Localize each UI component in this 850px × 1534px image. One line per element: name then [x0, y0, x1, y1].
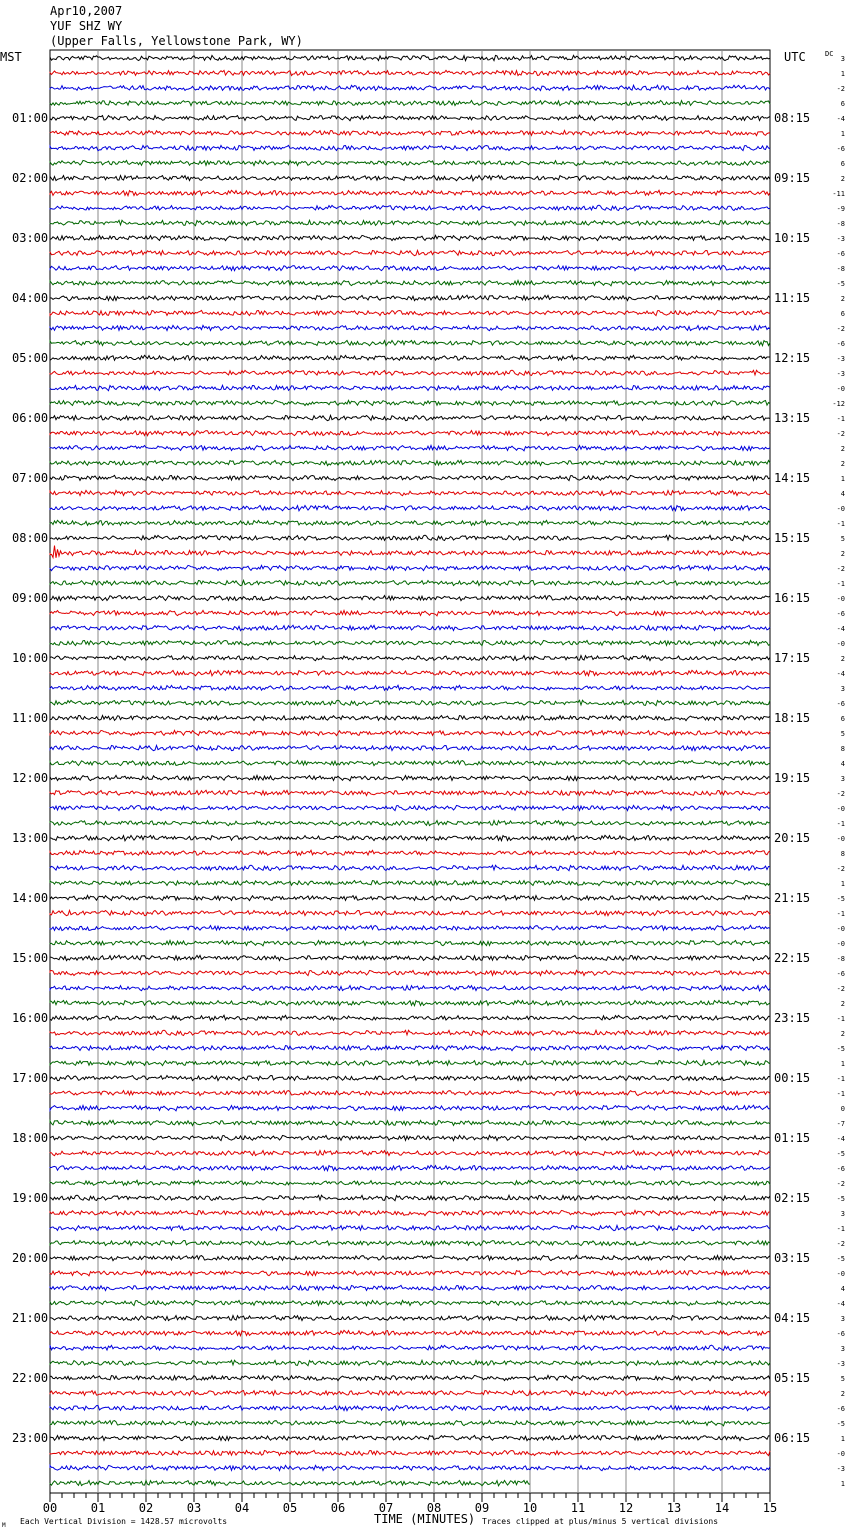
seismic-trace	[50, 625, 770, 630]
seismic-trace	[50, 1435, 770, 1440]
seismic-trace	[50, 250, 770, 255]
left-hour-label: 20:00	[12, 1251, 49, 1265]
seismic-trace	[50, 266, 770, 271]
dc-offset-label: 3	[840, 685, 845, 693]
left-hour-label: 15:00	[12, 951, 49, 965]
left-hour-label: 08:00	[12, 531, 49, 545]
dc-offset-label: 1	[840, 475, 845, 483]
seismic-trace	[50, 70, 770, 75]
dc-offset-label: -6	[836, 1330, 845, 1338]
dc-offset-label: -2	[836, 565, 845, 573]
dc-offset-label: -4	[836, 625, 845, 633]
seismic-trace	[50, 1135, 770, 1140]
seismic-trace	[50, 385, 770, 390]
seismic-trace	[50, 520, 770, 525]
dc-offset-label: 3	[840, 55, 845, 63]
dc-offset-label: 2	[840, 175, 845, 183]
seismic-trace	[50, 1045, 770, 1050]
dc-offset-label: -2	[836, 85, 845, 93]
dc-offset-label: 3	[840, 1210, 845, 1218]
seismic-trace	[50, 775, 770, 780]
dc-offset-label: -6	[836, 340, 845, 348]
dc-offset-label: -2	[836, 790, 845, 798]
dc-offset-label: -9	[836, 205, 845, 213]
dc-offset-label: -2	[836, 1240, 845, 1248]
seismic-trace	[50, 131, 770, 136]
seismic-trace	[50, 656, 770, 661]
left-hour-label: 05:00	[12, 351, 49, 365]
seismic-trace	[50, 1450, 770, 1455]
seismic-trace	[50, 1285, 770, 1290]
seismic-trace	[50, 295, 770, 300]
seismic-trace	[50, 546, 770, 558]
right-hour-label: 13:15	[774, 411, 811, 425]
right-hour-label: 02:15	[774, 1191, 811, 1205]
right-hour-label: 09:15	[774, 171, 811, 185]
right-hour-label: 10:15	[774, 231, 811, 245]
dc-offset-label: -5	[836, 895, 845, 903]
left-hour-label: 06:00	[12, 411, 49, 425]
dc-offset-label: 6	[840, 310, 845, 318]
x-axis-title: TIME (MINUTES)	[374, 1512, 476, 1526]
seismic-trace	[50, 235, 770, 240]
seismic-trace	[50, 220, 770, 225]
dc-offset-label: -8	[836, 220, 845, 228]
station-code: YUF SHZ WY	[50, 19, 123, 33]
dc-offset-label: -0	[836, 835, 845, 843]
seismic-trace	[50, 925, 770, 930]
right-hour-label: 08:15	[774, 111, 811, 125]
seismic-trace	[50, 1000, 770, 1005]
dc-offset-label: -6	[836, 145, 845, 153]
seismic-trace	[50, 1210, 770, 1215]
dc-offset-label: -1	[836, 820, 845, 828]
dc-offset-label: -0	[836, 385, 845, 393]
dc-offset-label: 3	[840, 775, 845, 783]
right-hour-label: 04:15	[774, 1311, 811, 1325]
dc-offset-label: -5	[836, 1045, 845, 1053]
dc-offset-label: -11	[832, 190, 845, 198]
seismic-trace	[50, 565, 770, 570]
seismic-trace	[50, 1465, 770, 1470]
dc-offset-label: 1	[840, 1435, 845, 1443]
dc-offset-label: -6	[836, 970, 845, 978]
left-hour-label: 13:00	[12, 831, 49, 845]
seismic-trace	[50, 805, 770, 810]
seismic-trace	[50, 1360, 770, 1365]
left-hour-label: 16:00	[12, 1011, 49, 1025]
dc-offset-label: -0	[836, 940, 845, 948]
seismic-trace	[50, 670, 770, 676]
dc-offset-label: -4	[836, 115, 845, 123]
station-location: (Upper Falls, Yellowstone Park, WY)	[50, 34, 303, 48]
seismic-trace	[50, 431, 770, 436]
left-hour-label: 07:00	[12, 471, 49, 485]
dc-offset-label: -4	[836, 1135, 845, 1143]
seismic-trace	[50, 1330, 770, 1335]
seismic-trace	[50, 1406, 770, 1411]
seismic-trace	[50, 341, 770, 346]
seismic-trace	[50, 685, 770, 690]
dc-offset-label: -3	[836, 370, 845, 378]
dc-offset-label: -6	[836, 250, 845, 258]
scale-note: Each Vertical Division = 1428.57 microvolts	[20, 1517, 228, 1526]
left-hour-label: 17:00	[12, 1071, 49, 1085]
right-hour-label: 15:15	[774, 531, 811, 545]
seismic-trace	[50, 55, 770, 60]
seismic-trace	[50, 610, 770, 615]
dc-offset-label: 8	[840, 745, 845, 753]
right-hour-label: 21:15	[774, 891, 811, 905]
dc-offset-label: 1	[840, 1480, 845, 1488]
x-tick-label: 11	[570, 1501, 586, 1515]
dc-offset-label: -3	[836, 1360, 845, 1368]
chart-date: Apr10,2007	[50, 4, 123, 18]
dc-offset-label: 2	[840, 445, 845, 453]
x-tick-label: 13	[666, 1501, 682, 1515]
dc-offset-label: 1	[840, 880, 845, 888]
x-tick-label: 08	[426, 1501, 442, 1515]
dc-offset-label: 4	[840, 490, 845, 498]
dc-offset-label: -3	[836, 235, 845, 243]
seismic-trace	[50, 1255, 770, 1260]
seismic-trace	[50, 761, 770, 766]
dc-label: DC	[825, 50, 834, 58]
seismic-trace	[50, 986, 770, 991]
dc-offset-label: -0	[836, 805, 845, 813]
dc-offset-label: -5	[836, 1255, 845, 1263]
seismic-trace	[50, 415, 770, 420]
x-tick-label: 14	[714, 1501, 730, 1515]
dc-offset-label: -0	[836, 1270, 845, 1278]
x-tick-label: 15	[762, 1501, 778, 1515]
dc-offset-label: -2	[836, 985, 845, 993]
left-hour-label: 04:00	[12, 291, 49, 305]
left-hour-label: 18:00	[12, 1131, 49, 1145]
left-hour-label: 11:00	[12, 711, 49, 725]
seismic-trace	[50, 1120, 770, 1125]
dc-offset-label: -3	[836, 1465, 845, 1473]
dc-offset-label: -7	[836, 1120, 845, 1128]
dc-offset-label: 1	[840, 130, 845, 138]
right-hour-label: 16:15	[774, 591, 811, 605]
seismic-trace	[50, 101, 770, 106]
dc-offset-label: -1	[836, 1090, 845, 1098]
seismic-trace	[50, 325, 770, 330]
seismic-trace	[50, 370, 770, 375]
clip-note: Traces clipped at plus/minus 5 vertical divisions	[482, 1517, 719, 1526]
dc-offset-label: 2	[840, 460, 845, 468]
seismic-trace	[50, 835, 770, 841]
left-hour-label: 19:00	[12, 1191, 49, 1205]
right-hour-label: 05:15	[774, 1371, 811, 1385]
dc-offset-label: 6	[840, 100, 845, 108]
dc-offset-label: -1	[836, 415, 845, 423]
left-hour-label: 12:00	[12, 771, 49, 785]
right-hour-label: 17:15	[774, 651, 811, 665]
seismic-trace	[50, 205, 770, 210]
seismic-trace	[50, 145, 770, 150]
dc-offset-label: 1	[840, 1060, 845, 1068]
seismic-trace	[50, 190, 770, 195]
dc-offset-label: 3	[840, 1345, 845, 1353]
seismic-trace	[50, 1300, 770, 1305]
right-hour-label: 03:15	[774, 1251, 811, 1265]
right-hour-label: 01:15	[774, 1131, 811, 1145]
dc-offset-label: -6	[836, 1405, 845, 1413]
dc-offset-label: 0	[840, 1105, 845, 1113]
left-hour-label: 02:00	[12, 171, 49, 185]
right-hour-label: 23:15	[774, 1011, 811, 1025]
corner-mark: M	[2, 1522, 6, 1529]
seismic-trace	[50, 280, 770, 285]
x-tick-label: 09	[474, 1501, 490, 1515]
dc-offset-label: -0	[836, 505, 845, 513]
x-tick-label: 06	[330, 1501, 346, 1515]
dc-offset-label: 4	[840, 1285, 845, 1293]
dc-offset-label: -5	[836, 1195, 845, 1203]
seismic-trace	[50, 1076, 770, 1081]
seismic-trace	[50, 1316, 770, 1321]
dc-offset-label: -0	[836, 640, 845, 648]
seismic-trace	[50, 1090, 770, 1095]
seismic-trace	[50, 1165, 770, 1170]
seismic-trace	[50, 1060, 770, 1065]
dc-offset-label: -1	[836, 1015, 845, 1023]
left-hour-label: 14:00	[12, 891, 49, 905]
seismic-trace	[50, 310, 770, 315]
seismic-trace	[50, 1225, 770, 1230]
seismic-trace	[50, 880, 770, 885]
x-tick-label: 10	[522, 1501, 538, 1515]
dc-offset-label: -5	[836, 280, 845, 288]
dc-offset-label: 2	[840, 1000, 845, 1008]
dc-offset-label: -6	[836, 610, 845, 618]
seismic-trace	[50, 1375, 770, 1380]
seismic-trace	[50, 1390, 770, 1395]
x-tick-label: 03	[186, 1501, 202, 1515]
seismic-trace	[50, 1015, 770, 1020]
dc-offset-label: 3	[840, 1315, 845, 1323]
x-tick-label: 04	[234, 1501, 250, 1515]
dc-offset-label: -4	[836, 1300, 845, 1308]
right-timezone-label: UTC	[784, 50, 806, 64]
right-hour-label: 06:15	[774, 1431, 811, 1445]
dc-offset-label: -1	[836, 910, 845, 918]
seismic-trace	[50, 85, 770, 90]
dc-offset-label: -0	[836, 1450, 845, 1458]
left-hour-label: 23:00	[12, 1431, 49, 1445]
trace-group	[50, 55, 770, 1485]
dc-offset-label: -1	[836, 520, 845, 528]
left-hour-label: 22:00	[12, 1371, 49, 1385]
seismic-trace	[50, 445, 770, 450]
left-hour-label: 09:00	[12, 591, 49, 605]
dc-offset-label: 2	[840, 655, 845, 663]
seismic-trace	[50, 970, 770, 975]
dc-offset-label: 5	[840, 1375, 845, 1383]
dc-offset-label: 5	[840, 730, 845, 738]
seismic-trace	[50, 700, 770, 706]
dc-offset-label: -0	[836, 595, 845, 603]
left-hour-label: 10:00	[12, 651, 49, 665]
seismic-trace	[50, 895, 770, 900]
x-tick-label: 01	[90, 1501, 106, 1515]
axes-group	[12, 55, 845, 1515]
seismic-trace	[50, 506, 770, 511]
seismic-trace	[50, 941, 770, 946]
right-hour-label: 11:15	[774, 291, 811, 305]
right-hour-label: 12:15	[774, 351, 811, 365]
seismic-trace	[50, 115, 770, 120]
seismic-trace	[50, 1270, 770, 1276]
right-hour-label: 20:15	[774, 831, 811, 845]
dc-offset-label: 6	[840, 160, 845, 168]
left-timezone-label: MST	[0, 50, 22, 64]
dc-offset-label: -2	[836, 865, 845, 873]
seismic-trace	[50, 640, 770, 645]
dc-offset-label: -1	[836, 1225, 845, 1233]
seismic-trace	[50, 910, 770, 915]
seismic-trace	[50, 1030, 770, 1036]
dc-offset-label: -6	[836, 700, 845, 708]
seismic-trace	[50, 716, 770, 721]
right-hour-label: 19:15	[774, 771, 811, 785]
dc-offset-label: -5	[836, 1420, 845, 1428]
x-tick-label: 05	[282, 1501, 298, 1515]
right-hour-label: 18:15	[774, 711, 811, 725]
dc-offset-label: -5	[836, 1150, 845, 1158]
dc-offset-label: 8	[840, 850, 845, 858]
seismic-trace	[50, 821, 770, 826]
dc-offset-label: -2	[836, 325, 845, 333]
seismic-trace	[50, 1345, 770, 1350]
x-tick-label: 07	[378, 1501, 394, 1515]
seismic-trace	[50, 160, 770, 165]
dc-offset-label: -2	[836, 430, 845, 438]
dc-offset-label: 2	[840, 1390, 845, 1398]
seismic-trace	[50, 1195, 770, 1201]
seismic-trace	[50, 745, 770, 750]
dc-offset-label: 1	[840, 70, 845, 78]
left-hour-label: 21:00	[12, 1311, 49, 1325]
seismic-trace	[50, 400, 770, 405]
seismic-trace	[50, 355, 770, 360]
seismic-trace	[50, 475, 770, 480]
dc-offset-label: 4	[840, 760, 845, 768]
dc-offset-label: -8	[836, 955, 845, 963]
seismic-trace	[50, 1105, 770, 1111]
right-hour-label: 22:15	[774, 951, 811, 965]
dc-offset-label: 5	[840, 535, 845, 543]
seismic-trace	[50, 1151, 770, 1156]
dc-offset-label: -4	[836, 670, 845, 678]
dc-offset-label: -3	[836, 355, 845, 363]
seismic-trace	[50, 580, 770, 585]
x-tick-label: 12	[618, 1501, 634, 1515]
seismic-trace	[50, 535, 770, 541]
x-tick-label: 00	[42, 1501, 58, 1515]
seismic-trace	[50, 955, 770, 960]
seismic-trace	[50, 1180, 770, 1185]
dc-offset-label: -2	[836, 1180, 845, 1188]
dc-offset-label: -8	[836, 265, 845, 273]
right-hour-label: 14:15	[774, 471, 811, 485]
seismic-trace	[50, 176, 770, 181]
seismic-trace	[50, 1241, 770, 1246]
seismic-trace	[50, 596, 770, 601]
dc-offset-label: -0	[836, 925, 845, 933]
seismic-trace	[50, 850, 770, 855]
seismic-trace	[50, 730, 770, 735]
seismic-trace	[50, 790, 770, 795]
dc-offset-label: 2	[840, 295, 845, 303]
left-hour-label: 03:00	[12, 231, 49, 245]
seismic-trace	[50, 460, 770, 465]
dc-offset-label: -6	[836, 1165, 845, 1173]
dc-offset-label: -1	[836, 580, 845, 588]
dc-offset-label: -12	[832, 400, 845, 408]
dc-offset-label: 2	[840, 550, 845, 558]
dc-offset-label: 2	[840, 1030, 845, 1038]
seismic-trace	[50, 490, 770, 495]
x-tick-label: 02	[138, 1501, 154, 1515]
dc-offset-label: 6	[840, 715, 845, 723]
right-hour-label: 00:15	[774, 1071, 811, 1085]
dc-offset-label: -1	[836, 1075, 845, 1083]
seismic-trace	[50, 865, 770, 871]
seismic-trace	[50, 1420, 770, 1425]
left-hour-label: 01:00	[12, 111, 49, 125]
